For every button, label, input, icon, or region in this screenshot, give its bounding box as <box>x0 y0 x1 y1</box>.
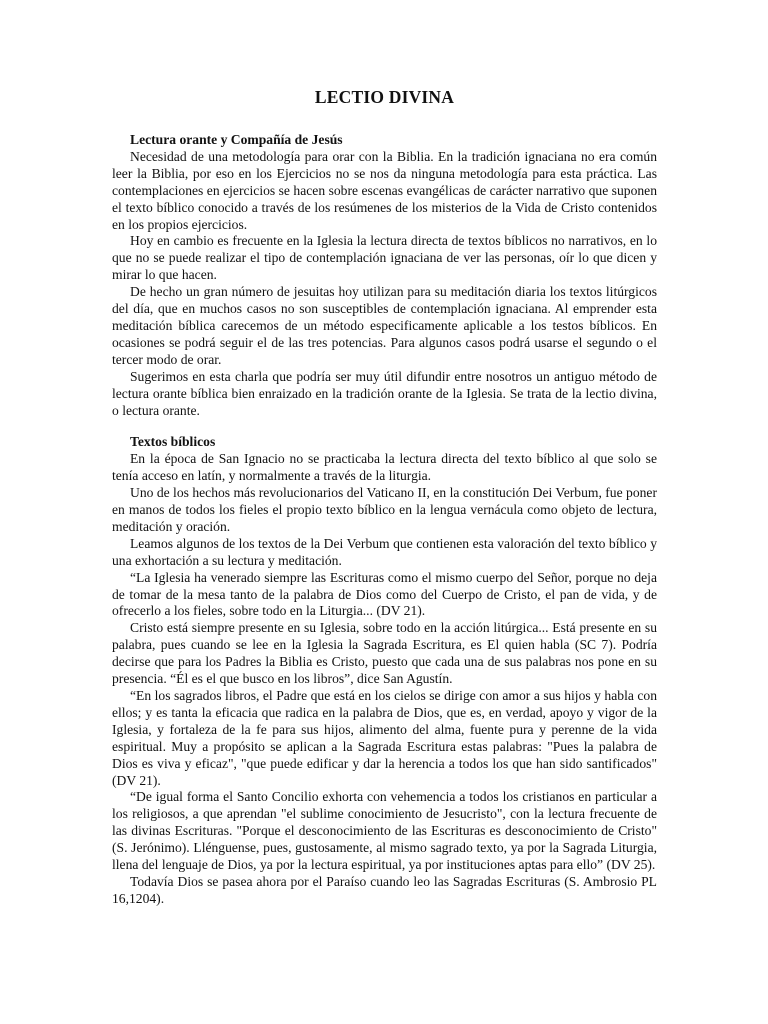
paragraph: “La Iglesia ha venerado siempre las Escrituras como el mismo cuerpo del Señor, porque no deja de tomar de la mesa tanto de la palabra de Dios como del Cuerpo de Cristo, el pan de vida, y de ofrecerlo a los fieles, sobre todo en la Liturgia... (DV 21). <box>112 569 657 619</box>
paragraph: Sugerimos en esta charla que podría ser muy útil difundir entre nosotros un antiguo método de lectura orante bíblica bien enraizado en la tradición orante de la Iglesia. Se trata de la lectio divina, o lectura orante. <box>112 368 657 418</box>
section-textos-biblicos <box>112 434 657 907</box>
paragraph: “De igual forma el Santo Concilio exhorta con vehemencia a todos los cristianos en particular a los religiosos, a que aprendan "el sublime conocimiento de Jesucristo", con la lectura frecuente de las divinas Escrituras. "Porque el desconocimiento de las Escrituras es desconocimiento de Cristo" (S. Jerónimo). Llénguense, pues, gustosamente, al mismo sagrado texto, ya por la Sagrada Liturgia, llena del lenguaje de Dios, ya por la lectura espiritual, ya por instituciones aptas para ello” (DV 25). <box>112 789 657 873</box>
document-page <box>112 86 657 908</box>
paragraph: En la época de San Ignacio no se practicaba la lectura directa del texto bíblico al que solo se tenía acceso en latín, y normalmente a través de la liturgia. <box>112 451 657 484</box>
document-title: LECTIO DIVINA <box>314 87 455 107</box>
section-heading: Lectura orante y Compañía de Jesús <box>130 132 343 147</box>
section-lectura-orante <box>112 132 657 419</box>
paragraph: “En los sagrados libros, el Padre que está en los cielos se dirige con amor a sus hijos y habla con ellos; y es tanta la eficacia que radica en la palabra de Dios, que es, en verdad, apoyo y vigor de la Iglesia, y fortaleza de la fe para sus hijos, alimento del alma, fuente pura y perenne de la vida espiritual. Muy a propósito se aplican a la Sagrada Escritura estas palabras: "Pues la palabra de Dios es viva y eficaz", "que puede edificar y dar la herencia a todos los que han sido santificados" (DV 21). <box>112 688 657 788</box>
paragraph: Necesidad de una metodología para orar con la Biblia. En la tradición ignaciana no era común leer la Biblia, por eso en los Ejercicios no se nos da ninguna metodología para esta práctica. Las contemplaciones en ejercicios se hacen sobre escenas evangélicas de carácter narrativo que suponen el texto bíblico conocido a través de los resúmenes de los misterios de la Vida de Cristo contenidos en los propios ejercicios. <box>112 148 657 232</box>
section-spacer <box>112 419 657 434</box>
paragraph: Leamos algunos de los textos de la Dei Verbum que contienen esta valoración del texto bíblico y una exhortación a su lectura y meditación. <box>112 535 657 568</box>
paragraph: Todavía Dios se pasea ahora por el Paraíso cuando leo las Sagradas Escrituras (S. Ambrosio PL 16,1204). <box>112 873 657 906</box>
section-heading: Textos bíblicos <box>130 434 216 450</box>
paragraph: Cristo está siempre presente en su Iglesia, sobre todo en la acción litúrgica... Está presente en su palabra, pues cuando se lee en la Iglesia la Sagrada Escritura, es El quien habla (SC 7). Podría decirse que para los Padres la Biblia es Cristo, puesto que cada una de sus palabras nos pone en su presencia. “Él es el que busco en los libros”, dice San Agustín. <box>112 620 657 687</box>
paragraph: De hecho un gran número de jesuitas hoy utilizan para su meditación diaria los textos litúrgicos del día, que en muchos casos no son susceptibles de contemplación ignaciana. Al emprender esta meditación bíblica carecemos de un método especificamente aplicable a los testos bíblicos. En ocasiones se podrá seguir el de las tres potencias. Para algunos casos podrá usarse el segundo o el tercer modo de orar. <box>112 284 657 367</box>
paragraph: Uno de los hechos más revolucionarios del Vaticano II, en la constitución Dei Verbum, fue poner en manos de todos los fieles el propio texto bíblico en la lengua vernácula como objeto de lectura, meditación y oración. <box>112 485 657 534</box>
paragraph: Hoy en cambio es frecuente en la Iglesia la lectura directa de textos bíblicos no narrativos, en lo que no se puede realizar el tipo de contemplación ignaciana de ver las personas, oír lo que dicen y mirar lo que hacen. <box>112 233 657 283</box>
